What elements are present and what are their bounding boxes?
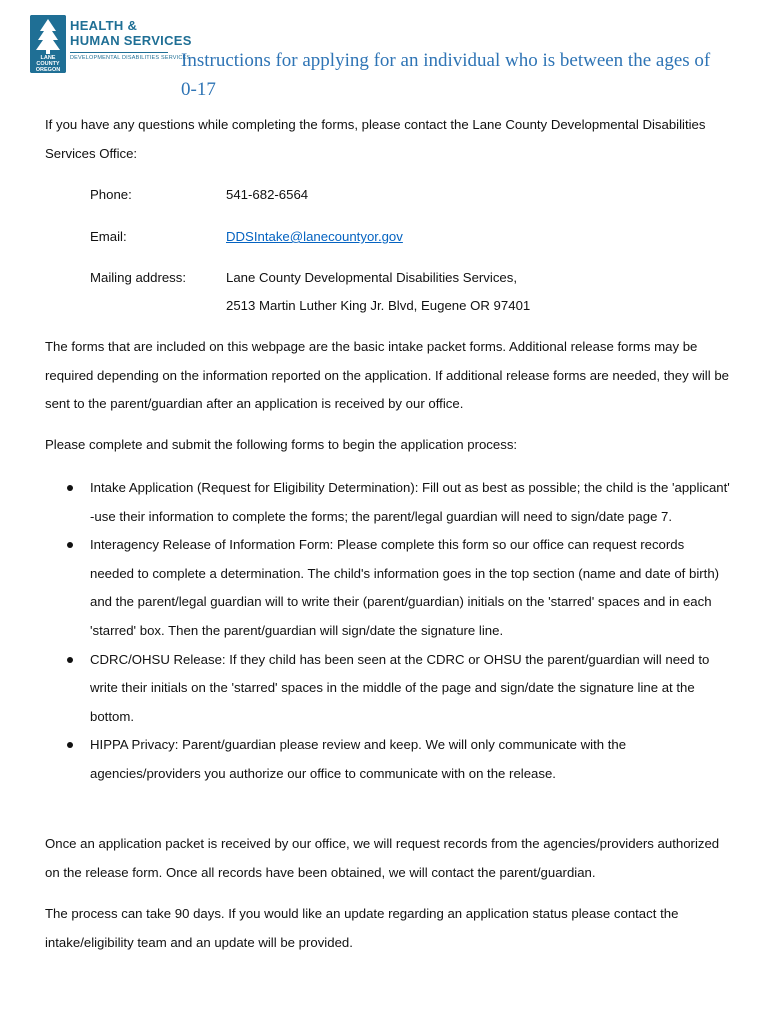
list-item — [65, 646, 730, 732]
mailing-address-label: Mailing address: — [90, 270, 187, 285]
list-item-text: HIPPA Privacy: Parent/guardian please review and keep. We will only communicate with the agencies/providers you authorize our office to communicate with on the release. — [90, 737, 627, 781]
list-item — [65, 531, 730, 645]
list-item-text: Intake Application (Request for Eligibility Determination): Fill out as best as possible; the child is the 'applicant' -use their information to complete the forms; the parent/legal guardian will need to sign/date page 7. — [90, 480, 730, 524]
logo-line-1: HEALTH & — [70, 18, 138, 33]
bullet-icon — [67, 742, 73, 748]
bullet-icon — [67, 485, 73, 491]
intro-paragraph: If you have any questions while completing the forms, please contact the Lane County Developmental Disabilities Services Office: — [45, 117, 706, 161]
records-paragraph: Once an application packet is received by our office, we will request records from the agencies/providers authorized on the release form. Once all records have been obtained, we will contact the parent/guardian. — [45, 836, 720, 880]
list-item — [65, 731, 730, 788]
county-logo — [30, 15, 192, 75]
mailing-address-line-1: Lane County Developmental Disabilities Services, — [226, 270, 518, 285]
tree-logo-icon — [30, 15, 66, 73]
email-label: Email: — [90, 229, 127, 244]
mailing-address-line-2: 2513 Martin Luther King Jr. Blvd, Eugene OR 97401 — [226, 298, 531, 313]
forms-paragraph: The forms that are included on this webpage are the basic intake packet forms. Additional release forms may be required depending on the information reported on the application. If additional release forms are needed, they will be sent to the parent/guardian after an application is received by our office. — [45, 339, 729, 412]
forms-list — [65, 474, 730, 789]
list-item-text: CDRC/OHSU Release: If they child has been seen at the CDRC or OHSU the parent/guardian will need to write their initials on the 'starred' spaces in the middle of the page and sign/date the signature line at the bottom. — [90, 651, 710, 724]
complete-forms-paragraph: Please complete and submit the following forms to begin the application process: — [45, 437, 518, 452]
logo-line-2: HUMAN SERVICES — [70, 33, 192, 48]
list-item — [65, 474, 730, 531]
bullet-icon — [67, 657, 73, 663]
email-link[interactable]: DDSIntake@lanecountyor.gov — [226, 229, 403, 244]
logo-line-3: DEVELOPMENTAL DISABILITIES SERVICES — [70, 55, 191, 61]
logo-county-text: LANE COUNTY OREGON — [35, 55, 61, 73]
list-item-text: Interagency Release of Information Form: Please complete this form so our office can request records needed to complete a determination. The child's information goes in the top section (name and date of birth) and the parent/legal guardian will to write their (parent/guardian) initials on the 'starred' spaces and in each 'starred' box. Then the parent/guardian will sign/date the signature line. — [90, 537, 720, 638]
process-paragraph: The process can take 90 days. If you would like an update regarding an application status please contact the intake/eligibility team and an update will be provided. — [45, 906, 679, 950]
phone-label: Phone: — [90, 187, 132, 202]
bullet-icon — [67, 542, 73, 548]
page-title: Instructions for applying for an individual who is between the ages of 0-17 — [181, 50, 711, 100]
logo-divider — [70, 52, 168, 53]
phone-value: 541-682-6564 — [226, 187, 309, 202]
